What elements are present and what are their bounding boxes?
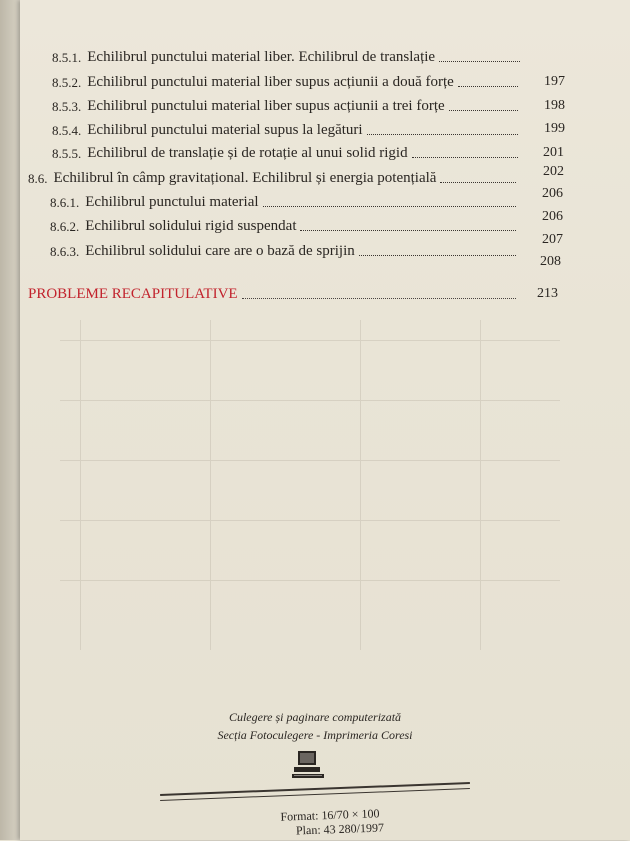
- toc-entry-page: 198: [544, 98, 565, 113]
- toc-entry-title: Echilibrul în câmp gravitațional. Echilibrul și energia potențială: [53, 170, 437, 186]
- toc-entry-number: 8.5.3.: [52, 99, 82, 114]
- toc-entry-page: 207: [542, 232, 563, 247]
- toc-entry-number: 8.6.: [28, 171, 48, 186]
- toc-leader-dots: [439, 61, 520, 62]
- toc-summary-title: PROBLEME RECAPITULATIVE: [28, 286, 238, 302]
- toc-entry-title: Echilibrul punctului material liber. Echilibrul de translație: [87, 49, 436, 65]
- toc-entry-page: 208: [540, 254, 561, 269]
- toc-leader-dots: [458, 86, 518, 87]
- colophon-format: Format: 16/70 × 100: [280, 806, 380, 824]
- toc-entry: [28, 167, 520, 187]
- toc-leader-dots: [449, 110, 518, 111]
- toc-entry-number: 8.6.3.: [50, 244, 80, 259]
- toc-entry-page: 201: [543, 145, 564, 160]
- toc-leader-dots: [359, 255, 516, 256]
- toc-entry-number: 8.6.1.: [50, 195, 80, 210]
- toc-entry-page: 206: [542, 209, 563, 224]
- toc-leader-dots: [367, 134, 518, 135]
- toc-entry: [52, 142, 522, 162]
- colophon-line-typesetting: Culegere și paginare computerizată: [228, 710, 402, 724]
- colophon-plan: Plan: 43 280/1997: [295, 820, 385, 838]
- toc-entry-page: 197: [544, 74, 565, 89]
- toc-summary-page: 213: [537, 286, 558, 301]
- toc-entry: [52, 71, 522, 91]
- toc-leader-dots: [300, 230, 516, 231]
- toc-entry-number: 8.5.2.: [52, 75, 82, 90]
- toc-entry-title: Echilibrul solidului care are o bază de sprijin: [85, 243, 355, 259]
- book-gutter: [0, 0, 20, 840]
- toc-entry-number: 8.6.2.: [50, 219, 80, 234]
- toc-entry: [52, 46, 524, 66]
- toc-entry: [50, 191, 520, 211]
- toc-entry-title: Echilibrul punctului material liber supus acțiunii a trei forțe: [87, 98, 445, 114]
- show-through-table: [60, 320, 560, 650]
- toc-entry-number: 8.5.5.: [52, 146, 82, 161]
- toc-entry-title: Echilibrul solidului rigid suspendat: [85, 218, 297, 234]
- toc-entry: [50, 215, 520, 235]
- toc-leader-dots: [263, 206, 516, 207]
- toc-leader-dots: [440, 182, 516, 183]
- colophon-line-printer: Secția Fotoculegere - Imprimeria Coresi: [217, 728, 413, 742]
- toc-entry-number: 8.5.1.: [52, 50, 82, 65]
- toc-leader-dots: [412, 157, 518, 158]
- toc-entry-title: Echilibrul punctului material liber supus acțiunii a două forțe: [87, 74, 454, 90]
- toc-entry: [52, 119, 522, 139]
- toc-entry: [52, 95, 522, 115]
- toc-entry-number: 8.5.4.: [52, 123, 82, 138]
- toc-entry-page: 202: [543, 164, 564, 179]
- toc-entry-page: 199: [544, 121, 565, 136]
- toc-leader-dots: [242, 298, 516, 299]
- toc-entry: [50, 240, 520, 260]
- toc-entry-title: Echilibrul punctului material supus la legături: [87, 122, 363, 138]
- toc-entry-title: Echilibrul de translație și de rotație al unui solid rigid: [87, 145, 408, 161]
- toc-summary-entry: [28, 283, 520, 303]
- toc-entry-page: 206: [542, 186, 563, 201]
- toc-entry-title: Echilibrul punctului material: [85, 194, 259, 210]
- computer-icon: [290, 750, 326, 780]
